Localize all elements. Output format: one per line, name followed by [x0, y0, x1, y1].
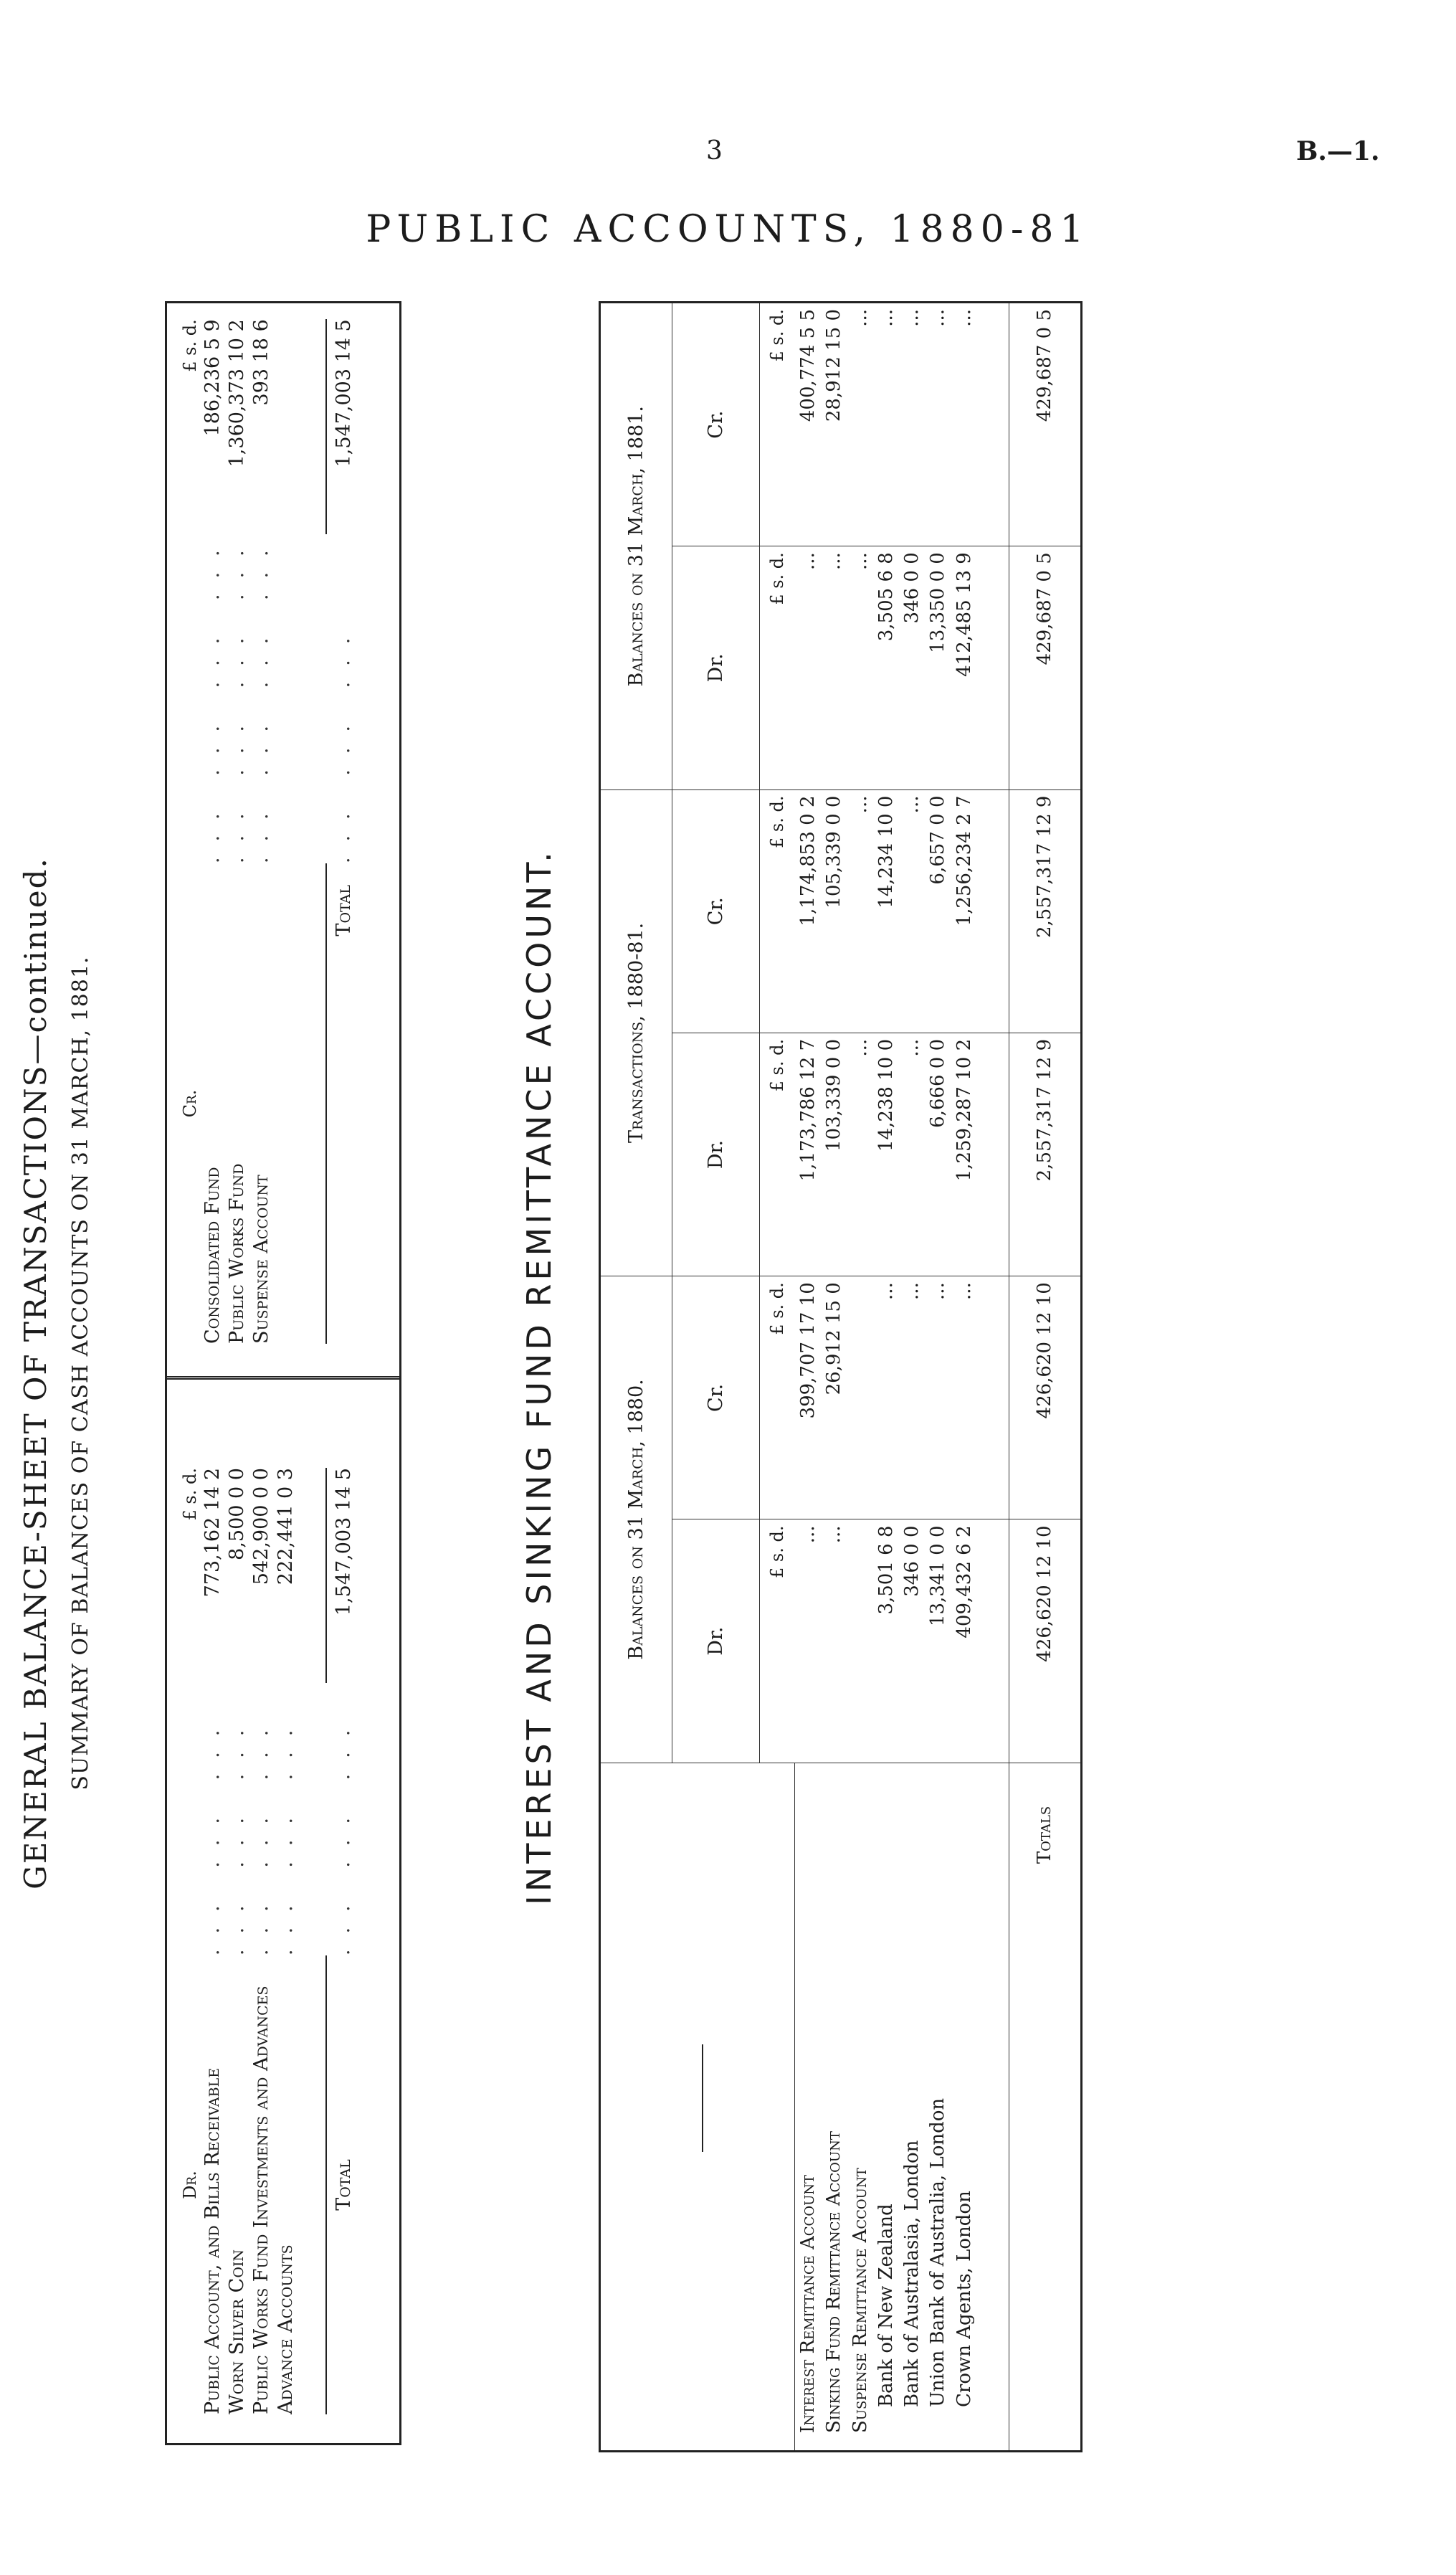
account-name: Suspense Remittance Account [847, 1763, 873, 2450]
credit-total-label: Total [326, 863, 356, 1344]
balance-1881-cr: ... [953, 309, 975, 327]
group-header: Balances on 31 March, 1881. [601, 303, 672, 789]
balance-1881-dr: 346 0 0 [899, 546, 925, 789]
group-header: Balances on 31 March, 1880. [601, 1276, 672, 1763]
units: £ s. d. [767, 309, 788, 362]
transactions-dr: ... [899, 1033, 925, 1276]
remittance-table [601, 303, 1080, 2450]
table-row [925, 303, 951, 2450]
balance-1881-cr: ... [927, 309, 949, 327]
debit-row-name: Public Works Fund Investments and Advances [249, 1986, 272, 2414]
remittance-section [520, 301, 1083, 2452]
debit-row-amount: 222,441 0 3 [274, 1468, 297, 1585]
balance-sheet-frame [165, 301, 401, 2445]
dr-header: Dr. [672, 1519, 759, 1763]
debit-table [180, 1468, 356, 2414]
balance-sheet-heading: GENERAL BALANCE-SHEET OF TRANSACTIONS—continued. [18, 857, 53, 1889]
balance-1880-dr: ... [821, 1519, 847, 1763]
balance-1881-dr: ... [821, 546, 847, 789]
debit-row-amount: 773,162 14 2 [201, 1468, 224, 1598]
balance-1881-cr: ... [901, 309, 923, 327]
account-name: Union Bank of Australia, London [925, 1763, 951, 2450]
balance-1880-dr: 3,501 6 8 [873, 1519, 899, 1763]
page-number: 3 [706, 136, 723, 166]
balance-1880-cr: ... [873, 1276, 899, 1519]
transactions-cr: 105,339 0 0 [821, 789, 847, 1033]
balance-1880-dr: 346 0 0 [899, 1519, 925, 1763]
balance-1880-cr: ... [925, 1276, 951, 1519]
transactions-dr: ... [847, 1033, 873, 1276]
credit-row-amount: 1,360,373 10 2 [225, 319, 248, 468]
balance-1881-cr: 28,912 15 0 [823, 309, 845, 422]
balance-1881-cr: ... [849, 309, 871, 327]
credit-total-amount: 1,547,003 14 5 [326, 319, 356, 534]
debit-row-name: Advance Accounts [274, 2244, 297, 2414]
debit-row-name: Worn Silver Coin [225, 2249, 248, 2414]
transactions-dr: 6,666 0 0 [925, 1033, 951, 1276]
transactions-cr: ... [847, 789, 873, 1033]
transactions-dr: 103,339 0 0 [821, 1033, 847, 1276]
balance-sheet-subheading: SUMMARY OF BALANCES OF CASH ACCOUNTS ON 31 MARCH, 1881. [68, 956, 93, 1791]
account-name: Bank of Australasia, London [899, 1763, 925, 2450]
table-row [794, 303, 821, 2450]
table-row: Public Works Fund ... ... ... ... 1,360,373 10 2 [225, 319, 248, 1344]
group-header: Transactions, 1880-81. [601, 789, 672, 1276]
total-balance-1880-dr: 426,620 12 10 [1009, 1519, 1080, 1763]
credit-row-amount: 186,236 5 9 [201, 319, 224, 437]
credit-total-row: Total ... ... ... 1,547,003 14 5 [326, 319, 356, 1344]
transactions-dr: 14,238 10 0 [873, 1033, 899, 1276]
balance-1881-dr: 412,485 13 9 [951, 546, 977, 789]
balance-1880-dr: 13,341 0 0 [925, 1519, 951, 1763]
transactions-cr: 6,657 0 0 [925, 789, 951, 1033]
credit-row-name: Suspense Account [249, 1175, 272, 1344]
total-balance-1881-cr: 429,687 0 5 [1009, 303, 1080, 546]
account-name: Interest Remittance Account [794, 1763, 821, 2450]
balance-1881-dr: ... [794, 546, 821, 789]
table-row [847, 303, 873, 2450]
remittance-heading: INTEREST AND SINKING FUND REMITTANCE ACCOUNT. [520, 848, 558, 1905]
table-row [899, 303, 925, 2450]
account-name: Bank of New Zealand [873, 1763, 899, 2450]
transactions-cr: 1,256,234 2 7 [951, 789, 977, 1033]
table-row: Suspense Account ... ... ... ... 393 18 6 [249, 319, 272, 1344]
total-balance-1880-cr: 426,620 12 10 [1009, 1276, 1080, 1519]
transactions-cr: 14,234 10 0 [873, 789, 899, 1033]
credit-table [180, 319, 356, 1344]
dr-header: Dr. [672, 1033, 759, 1276]
account-column-header [601, 1763, 794, 2450]
balance-1881-cr: ... [875, 309, 897, 327]
balance-1881-dr: ... [847, 546, 873, 789]
units: £ s. d. [760, 1519, 795, 1763]
debit-total-label: Total [326, 1955, 356, 2414]
units: £ s. d. [760, 1276, 795, 1519]
totals-row [1009, 303, 1080, 2450]
page-title: PUBLIC ACCOUNTS, 1880-81 [366, 208, 1090, 251]
balance-1880-cr [847, 1276, 873, 1519]
debit-total-row: Total ... ... ... 1,547,003 14 5 [326, 1468, 356, 2414]
transactions-cr: 1,174,853 0 2 [794, 789, 821, 1033]
balance-1880-cr: 26,912 15 0 [821, 1276, 847, 1519]
group-header-row [601, 303, 672, 2450]
units: £ s. d. [760, 789, 795, 1033]
table-row [821, 303, 847, 2450]
credit-units: £ s. d. [180, 319, 200, 372]
units: £ s. d. [760, 546, 795, 789]
table-row: Public Works Fund Investments and Advances ... ... ... 542,900 0 0 [249, 1468, 272, 2414]
debit-total-amount: 1,547,003 14 5 [326, 1468, 356, 1683]
balance-sheet-section [18, 301, 401, 2445]
debit-row-amount: 542,900 0 0 [249, 1468, 272, 1585]
table-row: Advance Accounts ... ... ... 222,441 0 3 [274, 1468, 297, 2414]
balance-1881-cr: 400,774 5 5 [796, 309, 819, 422]
table-row [873, 303, 899, 2450]
credit-row-name: Consolidated Fund [201, 1167, 224, 1344]
balance-1880-cr: ... [899, 1276, 925, 1519]
account-name: Crown Agents, London [951, 1763, 977, 2450]
balance-sheet-credit-side [167, 299, 399, 1372]
balance-1880-cr: 399,707 17 10 [794, 1276, 821, 1519]
transactions-cr: ... [899, 789, 925, 1033]
debit-row-name: Public Account, and Bills Receivable [201, 2067, 224, 2414]
balance-1880-cr: ... [951, 1276, 977, 1519]
table-row [951, 303, 977, 2450]
credit-row-name: Public Works Fund [225, 1163, 248, 1344]
table-row: Public Account, and Bills Receivable ... ... ... 773,162 14 2 [201, 1468, 224, 2414]
page-reference: B.—1. [1296, 136, 1380, 166]
balance-1880-dr: 409,432 6 2 [951, 1519, 977, 1763]
total-transactions-cr: 2,557,317 12 9 [1009, 789, 1080, 1033]
account-name: Sinking Fund Remittance Account [821, 1763, 847, 2450]
balance-1881-dr: 13,350 0 0 [925, 546, 951, 789]
table-row: Consolidated Fund ... ... ... ... 186,236 5 9 [201, 319, 224, 1344]
credit-label: Cr. [180, 1089, 200, 1118]
debit-row-amount: 8,500 0 0 [225, 1468, 248, 1560]
cr-header: Cr. [672, 1276, 759, 1519]
remittance-frame [599, 301, 1083, 2452]
units: £ s. d. [760, 1033, 795, 1276]
debit-units: £ s. d. [180, 1468, 200, 1521]
transactions-dr: 1,173,786 12 7 [794, 1033, 821, 1276]
dr-header: Dr. [672, 546, 759, 789]
cr-header: Cr. [672, 303, 759, 546]
table-row: Worn Silver Coin ... ... ... 8,500 0 0 [225, 1468, 248, 2414]
totals-label: Totals [1009, 1763, 1080, 2450]
transactions-dr: 1,259,287 10 2 [951, 1033, 977, 1276]
credit-row-amount: 393 18 6 [249, 319, 272, 406]
balance-1880-dr: ... [794, 1519, 821, 1763]
balance-1880-dr [847, 1519, 873, 1763]
balance-1881-dr: 3,505 6 8 [873, 546, 899, 789]
debit-label: Dr. [180, 2171, 200, 2199]
total-balance-1881-dr: 429,687 0 5 [1009, 546, 1080, 789]
cr-header: Cr. [672, 789, 759, 1033]
total-transactions-dr: 2,557,317 12 9 [1009, 1033, 1080, 1276]
balance-sheet-debit-side [167, 1376, 399, 2443]
